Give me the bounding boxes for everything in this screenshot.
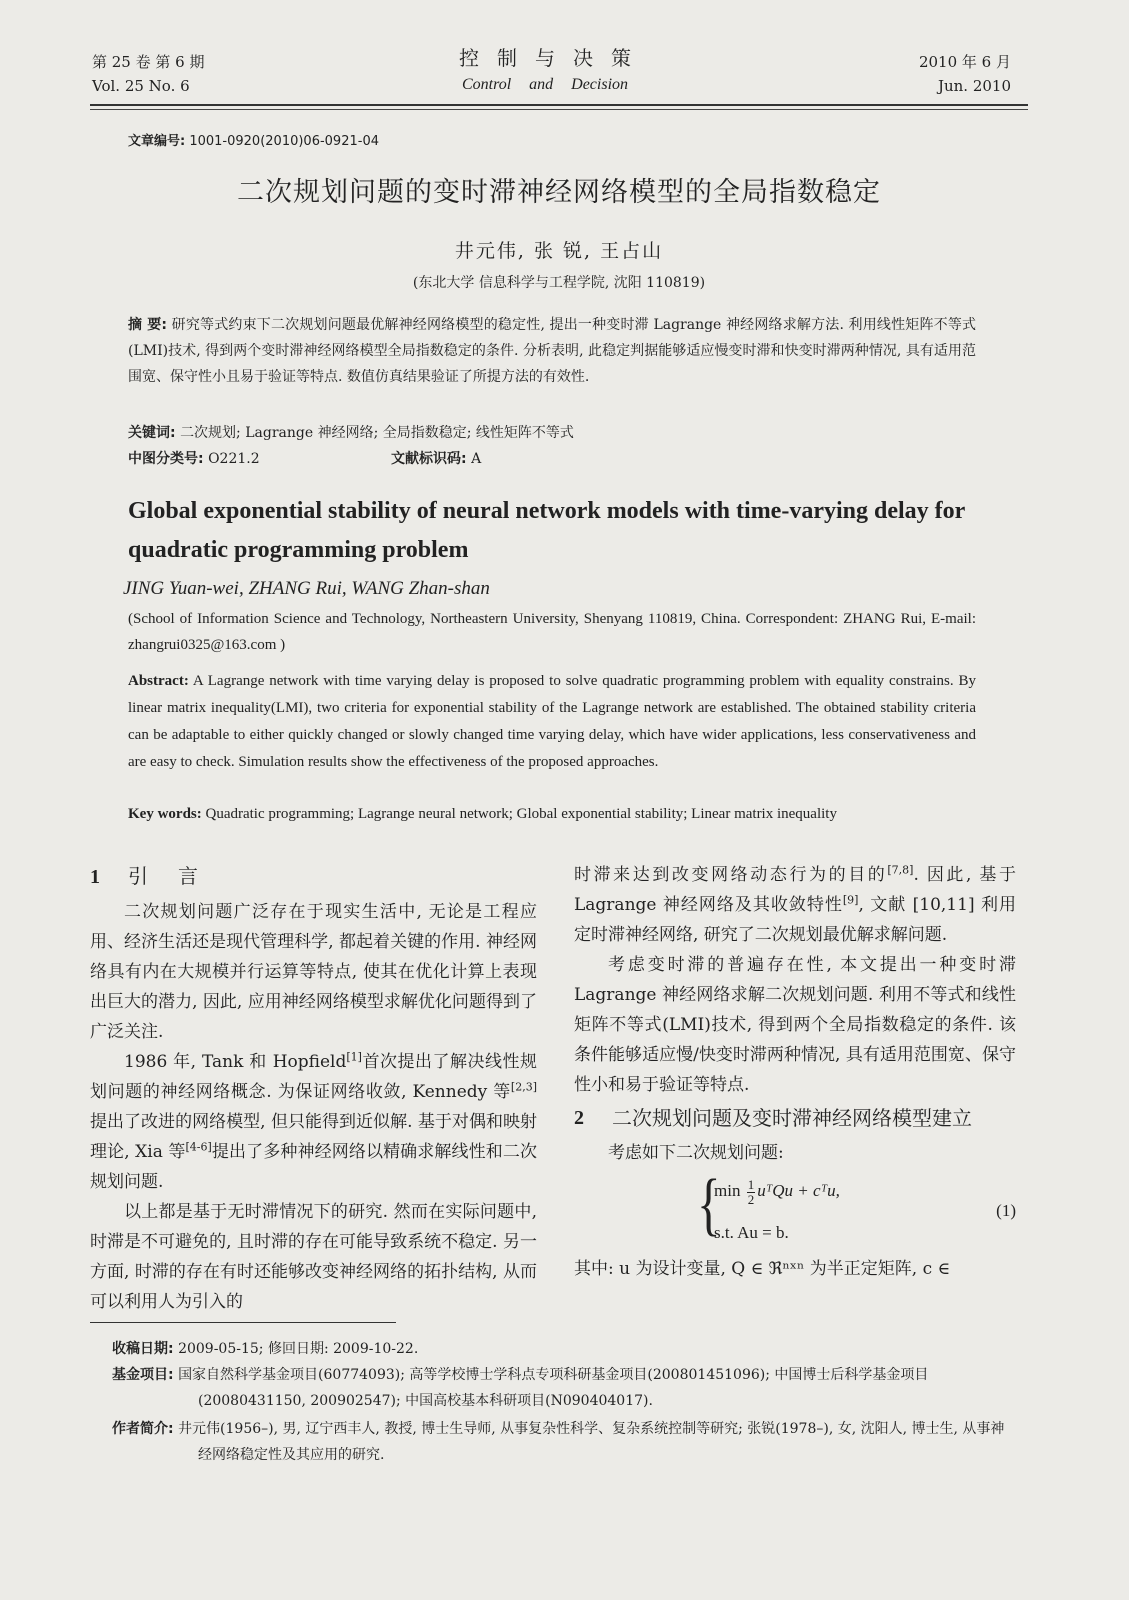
keywords-en bbox=[128, 802, 837, 826]
text-span: 1986 年, Tank 和 Hopfield bbox=[124, 1052, 347, 1072]
footnote-funding bbox=[112, 1362, 1012, 1414]
section-1-paragraph-4: 考虑变时滞的普遍存在性, 本文提出一种变时滞 Lagrange 神经网络求解二次规划问题. 利用不等式和线性矩阵不等式(LMI)技术, 得到两个全局指数稳定的条件. 该条件能够适应慢/快变时滞两种情况, 具有适用范围宽、保守性小和易于验证等特点. bbox=[574, 955, 1016, 1095]
received-label: 收稿日期: bbox=[112, 1341, 174, 1357]
keywords-en-text: Quadratic programming; Lagrange neural network; Global exponential stability; Linear matrix inequality bbox=[205, 806, 837, 822]
text-span: , 文献 [10,11] 利用定时滞神经网络, 研究了二次规划最优解求解问题. bbox=[574, 895, 1016, 945]
journal-name bbox=[380, 44, 710, 98]
keywords-cn-text: 二次规划; Lagrange 神经网络; 全局指数稳定; 线性矩阵不等式 bbox=[180, 425, 574, 441]
classification bbox=[128, 447, 482, 471]
article-number-label: 文章编号: bbox=[128, 134, 186, 149]
affiliation-en: (School of Information Science and Technology, Northeastern University, Shenyang 110819, China. Correspondent: ZHANG Rui, E-mail: zhangrui0325@163.com ) bbox=[128, 611, 976, 653]
text-span: 首次提出了解决线性规划问题的神经网络概念. 为保证网络收敛, Kennedy 等 bbox=[90, 1052, 537, 1102]
funding-text: 国家自然科学基金项目(60774093); 高等学校博士学科点专项科研基金项目(200801451096); 中国博士后科学基金项目(20080431150, 200902547); 中国高校基本科研项目(N090404017). bbox=[178, 1367, 929, 1409]
equation-1 bbox=[574, 1168, 1016, 1250]
issue-date bbox=[919, 50, 1011, 98]
footnote-received bbox=[112, 1336, 1012, 1362]
section-1-title-b: 言 bbox=[178, 864, 198, 888]
volume-info bbox=[92, 50, 204, 98]
footnote-rule bbox=[90, 1322, 396, 1323]
doc-code bbox=[391, 447, 481, 471]
doc-code-label: 文献标识码: bbox=[391, 451, 467, 467]
section-2-number: 2 bbox=[574, 1107, 584, 1129]
section-1-heading bbox=[90, 860, 537, 893]
doc-code-value: A bbox=[471, 451, 482, 467]
affiliation-cn: (东北大学 信息科学与工程学院, 沈阳 110819) bbox=[412, 275, 706, 291]
section-1-paragraph-2 bbox=[90, 1047, 537, 1197]
funding-label: 基金项目: bbox=[112, 1367, 174, 1383]
issue-date-cn: 2010 年 6 月 bbox=[918, 53, 1011, 71]
volume-cn: 第 25 卷 第 6 期 bbox=[92, 53, 205, 71]
citation: [4-6] bbox=[185, 1140, 212, 1154]
equation-fraction bbox=[747, 1178, 756, 1207]
citation: [7,8] bbox=[887, 863, 914, 877]
abstract-cn-text: 研究等式约束下二次规划问题最优解神经网络模型的稳定性, 提出一种变时滞 Lagrange 神经网络求解方法. 利用线性矩阵不等式(LMI)技术, 得到两个变时滞神经网络模型全局指数稳定的条件. 分析表明, 此稳定判据能够适应慢变时滞和快变时滞两种情况, 具有适用范围宽、保守性小且易于验证等特点. 数值仿真结果验证了所提方法的有效性. bbox=[128, 317, 976, 385]
authors-cn: 井元伟, 张 锐, 王占山 bbox=[454, 240, 664, 262]
section-1-paragraph-3: 以上都是基于无时滞情况下的研究. 然而在实际问题中, 时滞是不可避免的, 且时滞的存在可能导致系统不稳定. 另一方面, 时滞的存在有时还能够改变神经网络的拓扑结构, 从而可以利用人为引入的 bbox=[90, 1202, 537, 1312]
section-1-paragraph-1: 二次规划问题广泛存在于现实生活中, 无论是工程应用、经济生活还是现代管理科学, 都起着关键的作用. 神经网络具有内在大规模并行运算等特点, 使其在优化计算上表现出巨大的潜力, 因此, 应用神经网络模型求解优化问题得到了广泛关注. bbox=[90, 902, 537, 1042]
keywords-en-label: Key words: bbox=[128, 806, 202, 822]
author-bio-block bbox=[112, 1416, 1012, 1468]
section-2-title: 二次规划问题及变时滞神经网络模型建立 bbox=[612, 1106, 972, 1130]
section-2-after-equation: 其中: u 为设计变量, Q ∈ ℜⁿˣⁿ 为半正定矩阵, c ∈ bbox=[574, 1259, 951, 1279]
journal-name-cn: 控制与决策 bbox=[459, 46, 649, 70]
clc-value: O221.2 bbox=[208, 451, 260, 467]
equation-min: min bbox=[714, 1181, 741, 1200]
section-1-title-a: 引 bbox=[128, 864, 178, 888]
abstract-en bbox=[128, 668, 976, 776]
received-text: 2009-05-15; 修回日期: 2009-10-22. bbox=[178, 1341, 419, 1357]
equation-number: (1) bbox=[996, 1201, 1016, 1220]
citation: [1] bbox=[346, 1050, 362, 1064]
section-1-paragraph-3-cont bbox=[574, 860, 1016, 950]
header-rule-thin bbox=[90, 109, 1028, 110]
equation-objective-terms: uᵀQu + cᵀu, bbox=[757, 1181, 840, 1200]
issue-date-en: Jun. 2010 bbox=[937, 77, 1011, 95]
section-2-intro: 考虑如下二次规划问题: bbox=[608, 1143, 784, 1163]
author-bio-text: 井元伟(1956–), 男, 辽宁西丰人, 教授, 博士生导师, 从事复杂性科学、复杂系统控制等研究; 张锐(1978–), 女, 沈阳人, 博士生, 从事神经网络稳定性及其应用的研究. bbox=[178, 1421, 1005, 1463]
keywords-cn-label: 关键词: bbox=[128, 425, 176, 441]
section-2-heading bbox=[574, 1104, 1016, 1132]
citation: [2,3] bbox=[510, 1080, 537, 1094]
equation-brace: { bbox=[697, 1166, 721, 1243]
journal-name-en: Control and Decision bbox=[461, 76, 629, 93]
equation-line-constraint: s.t. Au = b. bbox=[714, 1223, 789, 1242]
title-cn: 二次规划问题的变时滞神经网络模型的全局指数稳定 bbox=[237, 177, 881, 208]
abstract-cn-label: 摘 要: bbox=[128, 317, 168, 333]
text-span: 提出了多种神经网络以精确求解线性和二次规划问题. bbox=[90, 1142, 538, 1192]
section-1-number: 1 bbox=[90, 866, 100, 888]
footnote-author-bio bbox=[112, 1416, 1012, 1468]
volume-en: Vol. 25 No. 6 bbox=[92, 77, 190, 95]
fraction-denominator: 2 bbox=[747, 1191, 755, 1207]
text-span: . 因此, 基于 Lagrange 神经网络及其收敛特性 bbox=[574, 865, 1016, 915]
author-bio-label: 作者简介: bbox=[112, 1421, 174, 1437]
abstract-en-label: Abstract: bbox=[128, 673, 189, 689]
keywords-cn bbox=[128, 421, 574, 445]
body-column-right bbox=[574, 860, 1016, 1284]
funding-block bbox=[112, 1362, 1012, 1414]
equation-line-objective bbox=[714, 1176, 840, 1207]
authors-en: JING Yuan-wei, ZHANG Rui, WANG Zhan-shan bbox=[123, 578, 490, 599]
text-span: 提出了改进的网络模型, 但只能得到近似解. 基于对偶和映射理论, Xia 等 bbox=[90, 1112, 537, 1162]
clc-label: 中图分类号: bbox=[128, 451, 204, 467]
fraction-numerator: 1 bbox=[747, 1176, 755, 1192]
abstract-cn bbox=[128, 312, 976, 390]
title-en: Global exponential stability of neural network models with time-varying delay for quadratic programming problem bbox=[128, 498, 965, 563]
citation: [9] bbox=[842, 893, 859, 907]
body-column-left bbox=[90, 860, 537, 1317]
header-rule-thick bbox=[90, 104, 1028, 106]
text-span: 时滞来达到改变网络动态行为的目的 bbox=[574, 865, 888, 885]
article-number bbox=[128, 130, 379, 149]
abstract-en-text: A Lagrange network with time varying delay is proposed to solve quadratic programming problem with equality constrains. By linear matrix inequality(LMI), two criteria for exponential stability of the Lagrange network are established. The obtained stability criteria can be adaptable to either quickly changed or slowly changed time varying delay, which have wider applications, less conservativeness and are easy to check. Simulation results show the effectiveness of the proposed approaches. bbox=[128, 673, 976, 770]
article-number-value: 1001-0920(2010)06-0921-04 bbox=[189, 134, 379, 149]
